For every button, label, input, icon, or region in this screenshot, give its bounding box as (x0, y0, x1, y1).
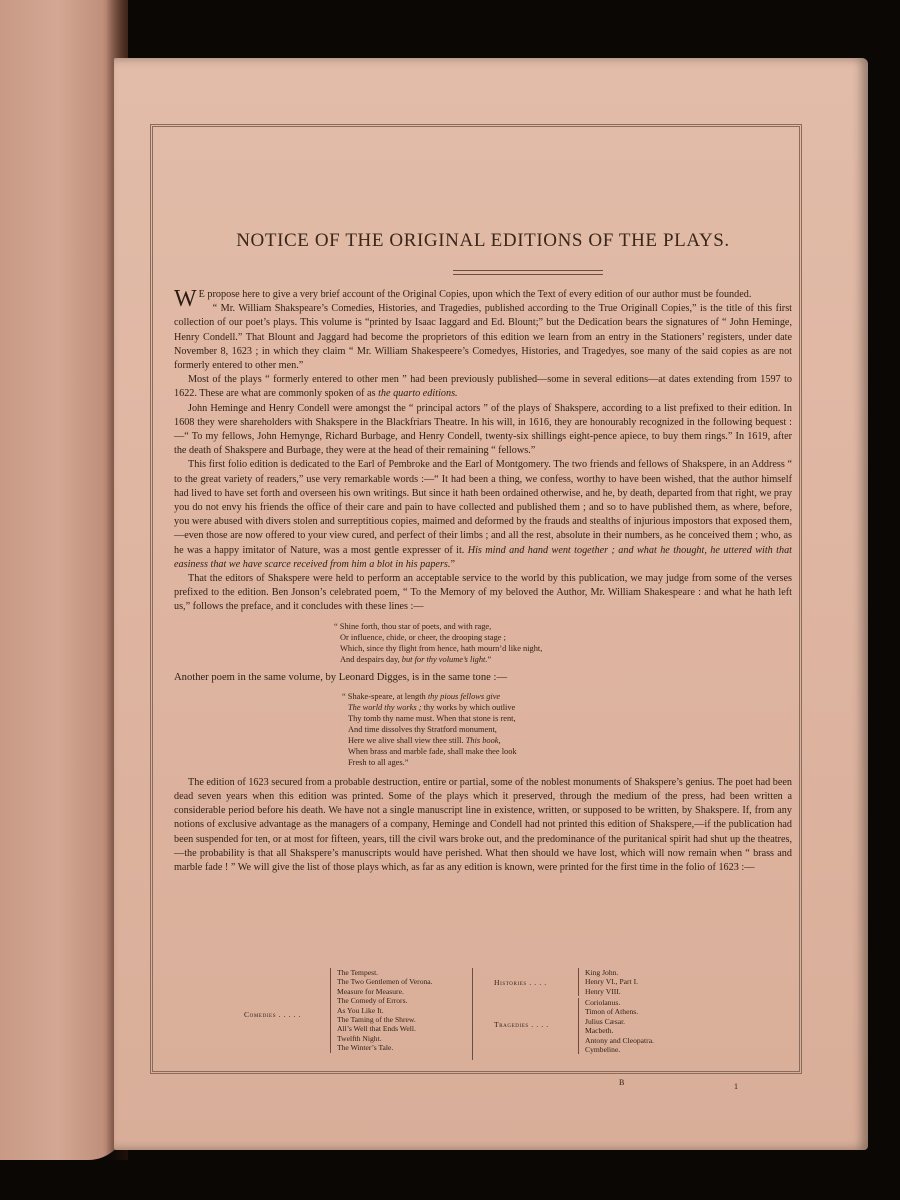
histories-label: Histories . . . . (494, 978, 547, 987)
list-divider (472, 968, 473, 1060)
signature-mark: B (619, 1078, 625, 1087)
paragraph-heminge-condell: John Heminge and Henry Condell were amongst the “ principal actors ” of the plays of Shakspere, according to a list prefixed to their edition. In 1608 they were shareholders with Shakspere in the Blackfriars Theatre. In his will, in 1616, they are honourably recognized in the following bequest :—“ To my fellows, John Hemynge, Richard Burbage, and Henry Condell, twenty-six shillings eight-pence apiece, to buy them rings.” In 1619, after the death of Shakspere and Burbage, they were at the head of their remaining “ fellows.” (174, 402, 792, 457)
list-item: As You Like It. (337, 1005, 384, 1015)
paragraph-dedication (174, 458, 792, 572)
list-item: Twelfth Night. (337, 1033, 382, 1043)
verse-line: And time dissolves thy Stratford monument, (348, 724, 497, 734)
list-item: The Tempest. (337, 968, 379, 977)
list-item: The Winter’s Tale. (337, 1043, 394, 1053)
verse-line-italic: but for thy volume’s light. (401, 654, 488, 664)
verse-line: Which, since thy flight from hence, hath mourn’d like night, (340, 643, 543, 653)
jonson-verse (334, 621, 792, 665)
paragraph-intro-text: E propose here to give a very brief account of the Original Copies, upon which the Text of every edition of our author must be founded. (198, 289, 752, 300)
paragraph-jonson: That the editors of Shakspere were held to perform an acceptable service to the world by this publication, we may judge from some of the verses prefixed to the edition. Ben Jonson’s celebrated poem, “ To the Memory of my beloved the Author, Mr. William Shakespeare : and what he hath left us,” follows the preface, and it concludes with these lines :— (174, 573, 792, 613)
list-item: Measure for Measure. (337, 986, 404, 996)
list-item: Henry VI., Part I. (585, 977, 639, 987)
list-item: All’s Well that Ends Well. (337, 1024, 416, 1034)
verse-line: Fresh to all ages.” (348, 757, 409, 767)
paragraph-dedication-text: This first folio edition is dedicated to the Earl of Pembroke and the Earl of Montgomery. The two friends and fellows of Shakspere, in an Address “ to the great variety of readers,” use very remarkable words :—“ It had been a thing, we confess, worthy to have been wished, that the author himself had lived to have set forth and overseen his own writings. But since it hath been ordained otherwise, and he, by death, departed from that right, we pray you do not envy his friends the office of their care and pain to have collected and published them ; and so to have published them, as where, before, you were abused with divers stolen and surreptitious copies, maimed and deformed by the frauds and stealths of injurious impostors that exposed them,—even those are now offered to your view cured, and perfect of their limbs ; and all the rest, absolute in their numbers, as he conceived them ; who, as he was a happy imitator of Nature, was a most gentle expresser of it. (174, 459, 792, 556)
verse-line (342, 691, 792, 702)
paragraph-edition-1623: The edition of 1623 secured from a probable destruction, entire or partial, some of the noblest monuments of Shakspere’s genius. The poet had been dead seven years when this edition was printed. Some of the plays which it preserved, through the medium of the press, had been written a considerable period before his death. We have not a single manuscript line in existence, written, or supposed to be written, by Shakspere. If, from any notions of exclusive advantage as the managers of a company, Heminge and Condell had not printed this edition of Shakspere,—if the publication had been suspended for ten, or at most for fifteen, years, till the civil wars broke out, and the predominance of the puritanical spirit had shut up the theatres,—the probability is that all Shakspere’s manuscripts would have perished. What then should we have lost, which will now remain when “ brass and marble fade ! ” We will give the list of those plays which, as far as any edition is known, were printed for the first time in the folio of 1623 :— (174, 776, 792, 874)
paragraph-intro (174, 286, 792, 312)
list-item: The Taming of the Shrew. (337, 1015, 416, 1025)
verse-line: Thy tomb thy name must. When that stone is rent, (348, 713, 516, 723)
list-item: Coriolanus. (585, 998, 621, 1007)
list-item: Antony and Cleopatra. (585, 1035, 654, 1045)
page-title: NOTICE OF THE ORIGINAL EDITIONS OF THE PLAYS. (236, 230, 730, 251)
verse-line: Or influence, chide, or cheer, the drooping stage ; (340, 632, 506, 642)
paragraph-quarto-text: Most of the plays “ formerly entered to other men ” had been previously published—some in several editions—at dates extending from 1597 to 1622. These are what are commonly spoken of as (174, 374, 792, 400)
drop-cap: W (174, 286, 197, 312)
comedies-list (330, 968, 433, 1053)
list-item: Macbeth. (585, 1026, 614, 1036)
verse-line-text: thy works by which outlive (421, 702, 516, 712)
verse-line (334, 654, 792, 665)
dedication-close-quote: ” (450, 558, 455, 570)
paragraph-quarto (174, 373, 792, 401)
dedication-italic-quote: His mind and hand went together ; and what he thought, he uttered with that easiness that we have scarce received from him a blot in his papers. (174, 544, 792, 570)
list-item: Timon of Athens. (585, 1007, 639, 1017)
facing-page-edge (0, 0, 128, 1160)
verse-line-text: And despairs day, (340, 654, 402, 664)
plays-list (174, 968, 792, 1098)
verse-line-italic: This book, (465, 735, 501, 745)
comedies-label: Comedies . . . . . (244, 1010, 302, 1019)
verse-line: “ Shine forth, thou star of poets, and with rage, (334, 621, 492, 631)
digges-verse (342, 691, 792, 768)
paragraph-title-quote: “ Mr. William Shakspeare’s Comedies, Histories, and Tragedies, published according to the True Originall Copies,” is the title of this first collection of our poet’s plays. This volume is “printed by Isaac Iaggard and Ed. Blount;” but the Dedication bears the signatures of “ John Heminge, Henry Condell.” That Blount and Jaggard had become the proprietors of this edition we learn from an entry in the Stationers’ registers, under date November 8, 1623 ; in which they claim “ Mr. William Shakespeere’s Comedyes, Histories, and Tragedyes, soe many of the said copies as are not formerly entered to other men.” (174, 303, 792, 372)
book-page (114, 58, 868, 1150)
verse-line-text: Here we alive shall view thee still. (348, 735, 466, 745)
list-item: King John. (585, 968, 619, 977)
title-rule (453, 270, 603, 271)
list-item: The Comedy of Errors. (337, 996, 408, 1006)
tragedies-list (578, 998, 654, 1054)
list-item: Henry VIII. (585, 986, 621, 996)
verse-line (342, 735, 792, 746)
list-item: The Two Gentlemen of Verona. (337, 977, 433, 987)
list-item: Cymbeline. (585, 1045, 621, 1055)
tragedies-label: Tragedies . . . . (494, 1020, 549, 1029)
list-item: Julius Cæsar. (585, 1016, 626, 1026)
verse-line: When brass and marble fade, shall make thee look (348, 746, 517, 756)
paragraph-digges: Another poem in the same volume, by Leonard Digges, is in the same tone :— (174, 671, 508, 683)
verse-line-text: “ Shake-speare, at length (342, 691, 428, 701)
page-mark: 1 (734, 1082, 738, 1091)
title-rule-lower (453, 274, 603, 275)
verse-close-quote: ” (487, 654, 492, 664)
histories-list (578, 968, 638, 996)
body-text (174, 288, 792, 875)
verse-line-italic: The world thy works ; (348, 702, 422, 712)
verse-line (342, 702, 792, 713)
quarto-editions-italic: the quarto editions. (378, 388, 458, 400)
verse-line-italic: thy pious fellows give (427, 691, 501, 701)
